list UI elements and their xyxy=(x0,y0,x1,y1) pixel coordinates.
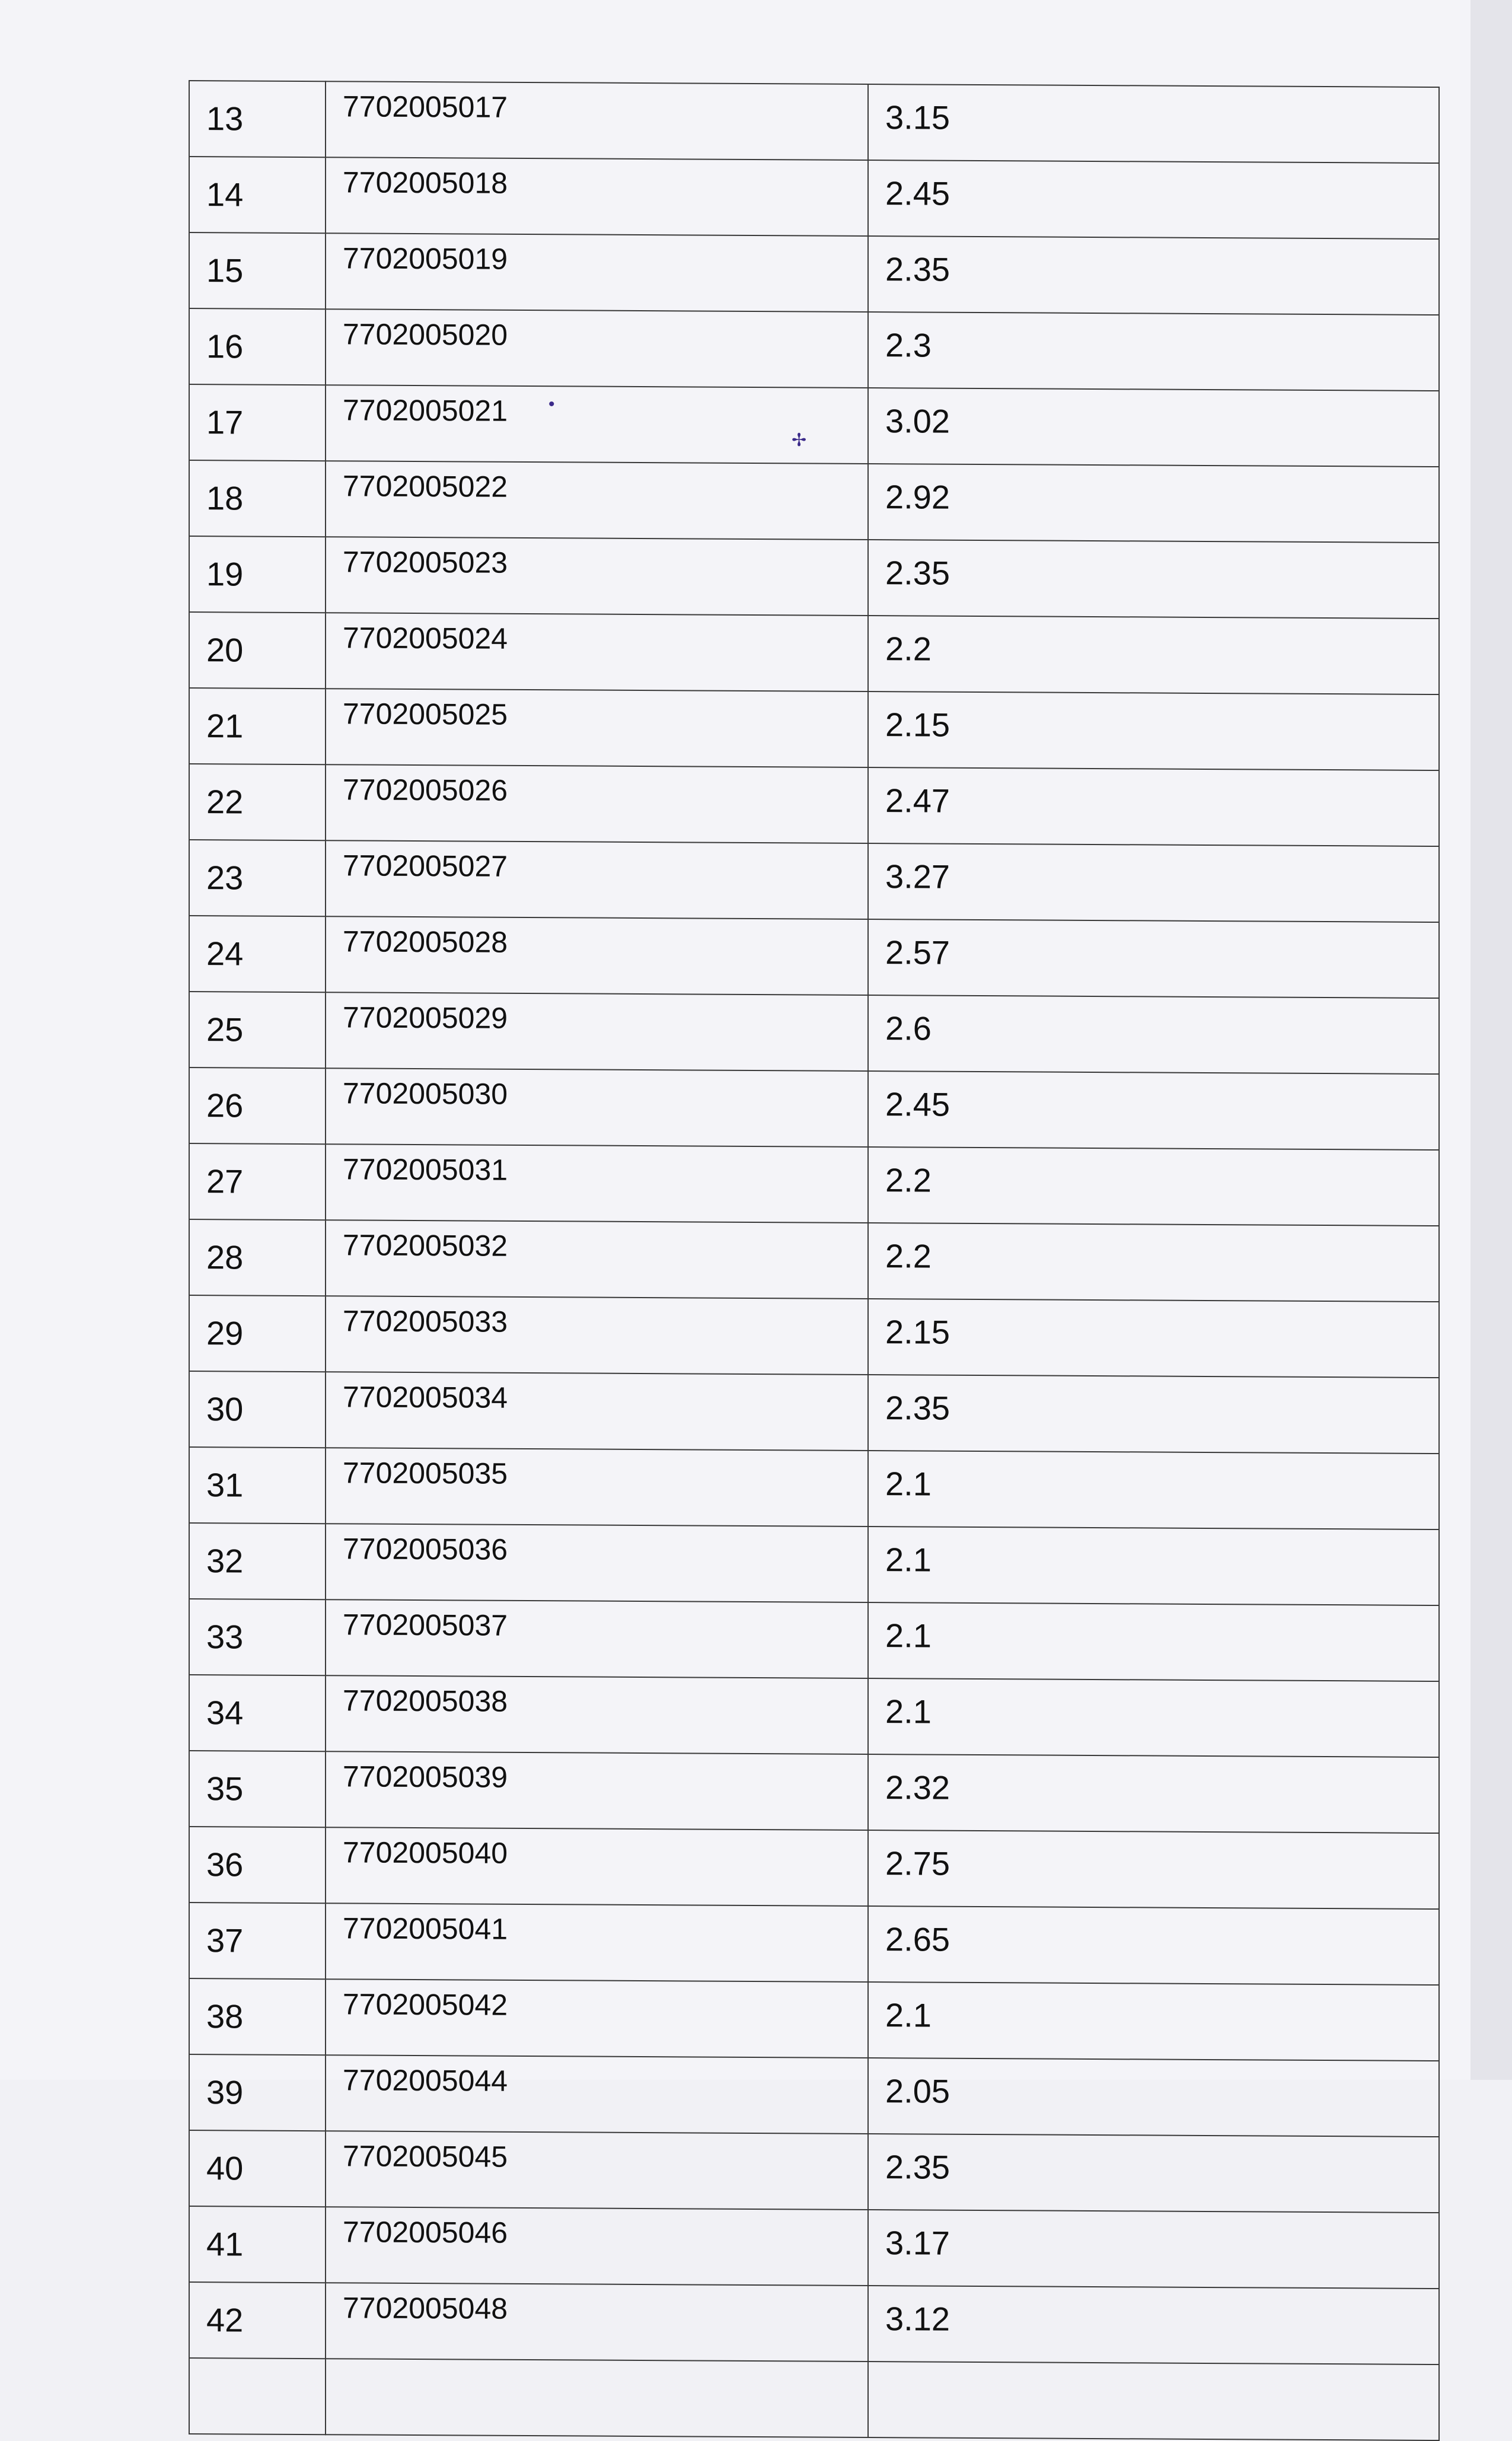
value-cell: 2.2 xyxy=(868,616,1439,694)
id-number-cell: 7702005048 xyxy=(326,2283,868,2362)
value-cell: 2.2 xyxy=(868,1147,1439,1226)
serial-number-cell: 19 xyxy=(189,536,326,613)
value-cell: 2.32 xyxy=(868,1754,1439,1833)
table-row xyxy=(189,1219,1439,1302)
value-cell: 2.6 xyxy=(868,995,1439,1074)
value-cell: 2.35 xyxy=(868,2134,1439,2213)
serial-number-cell: 23 xyxy=(189,840,326,916)
value-cell: 3.15 xyxy=(868,84,1439,163)
serial-number-cell: 13 xyxy=(189,81,326,157)
table-body xyxy=(189,81,1439,2440)
serial-number-cell xyxy=(189,2358,326,2434)
serial-number-cell: 37 xyxy=(189,1903,326,1979)
id-number-cell: 7702005037 xyxy=(326,1599,868,1678)
table-row xyxy=(189,1827,1439,1909)
serial-number-cell: 26 xyxy=(189,1067,326,1144)
id-number-cell: 7702005038 xyxy=(326,1675,868,1754)
id-number-cell: 7702005032 xyxy=(326,1220,868,1299)
value-cell: 3.02 xyxy=(868,388,1439,467)
table-row xyxy=(189,764,1439,846)
table-row xyxy=(189,536,1439,619)
value-cell: 2.15 xyxy=(868,691,1439,770)
value-cell: 3.27 xyxy=(868,843,1439,922)
serial-number-cell: 20 xyxy=(189,612,326,689)
value-cell: 2.2 xyxy=(868,1223,1439,1302)
pen-mark: ✢ xyxy=(792,431,807,450)
serial-number-cell: 40 xyxy=(189,2130,326,2207)
table-row xyxy=(189,1903,1439,1985)
table-row xyxy=(189,1978,1439,2061)
value-cell: 2.65 xyxy=(868,1906,1439,1985)
serial-number-cell: 38 xyxy=(189,1978,326,2055)
id-number-cell xyxy=(326,2359,868,2437)
serial-number-cell: 35 xyxy=(189,1751,326,1827)
serial-number-cell: 24 xyxy=(189,916,326,992)
serial-number-cell: 18 xyxy=(189,460,326,537)
table-row xyxy=(189,688,1439,770)
serial-number-cell: 42 xyxy=(189,2282,326,2359)
value-cell: 2.75 xyxy=(868,1830,1439,1909)
serial-number-cell: 25 xyxy=(189,992,326,1068)
table-row xyxy=(189,992,1439,1074)
table-row xyxy=(189,2206,1439,2289)
table-row xyxy=(189,1523,1439,1605)
id-number-cell: 7702005031 xyxy=(326,1144,868,1223)
value-cell: 3.12 xyxy=(868,2286,1439,2364)
id-number-cell: 7702005019 xyxy=(326,233,868,312)
id-number-cell: 7702005044 xyxy=(326,2055,868,2134)
table-row xyxy=(189,1143,1439,1226)
serial-number-cell: 41 xyxy=(189,2206,326,2283)
id-number-cell: 7702005018 xyxy=(326,157,868,236)
value-cell: 2.05 xyxy=(868,2058,1439,2137)
table-row xyxy=(189,2130,1439,2213)
table-row xyxy=(189,1751,1439,1833)
id-number-cell: 7702005040 xyxy=(326,1827,868,1906)
id-number-cell: 7702005017 xyxy=(326,81,868,160)
serial-number-cell: 17 xyxy=(189,384,326,461)
serial-number-cell: 15 xyxy=(189,232,326,309)
id-number-cell: 7702005036 xyxy=(326,1524,868,1602)
serial-number-cell: 30 xyxy=(189,1371,326,1448)
serial-number-cell: 16 xyxy=(189,308,326,385)
table-row xyxy=(189,81,1439,163)
value-cell: 2.3 xyxy=(868,312,1439,391)
value-cell: 2.92 xyxy=(868,464,1439,543)
data-table xyxy=(189,80,1440,2441)
id-number-cell: 7702005020 xyxy=(326,309,868,388)
table-row xyxy=(189,2054,1439,2137)
serial-number-cell: 34 xyxy=(189,1675,326,1751)
value-cell: 2.35 xyxy=(868,236,1439,315)
value-cell: 2.35 xyxy=(868,1375,1439,1454)
table-row xyxy=(189,840,1439,922)
value-cell: 3.17 xyxy=(868,2210,1439,2289)
value-cell: 2.1 xyxy=(868,1982,1439,2061)
value-cell: 2.57 xyxy=(868,919,1439,998)
table-row xyxy=(189,1371,1439,1454)
table-row xyxy=(189,612,1439,694)
serial-number-cell: 36 xyxy=(189,1827,326,1903)
id-number-cell: 7702005039 xyxy=(326,1751,868,1830)
id-number-cell: 7702005030 xyxy=(326,1068,868,1147)
id-number-cell: 7702005045 xyxy=(326,2131,868,2210)
serial-number-cell: 32 xyxy=(189,1523,326,1599)
id-number-cell: 7702005034 xyxy=(326,1372,868,1451)
id-number-cell: 7702005021 xyxy=(326,385,868,464)
serial-number-cell: 39 xyxy=(189,2054,326,2131)
serial-number-cell: 22 xyxy=(189,764,326,840)
id-number-cell: 7702005046 xyxy=(326,2207,868,2286)
id-number-cell: 7702005042 xyxy=(326,1979,868,2058)
id-number-cell: 7702005026 xyxy=(326,764,868,843)
id-number-cell: 7702005041 xyxy=(326,1903,868,1982)
serial-number-cell: 33 xyxy=(189,1599,326,1675)
serial-number-cell: 29 xyxy=(189,1295,326,1372)
value-cell: 2.1 xyxy=(868,1602,1439,1681)
value-cell: 2.15 xyxy=(868,1299,1439,1378)
id-number-cell: 7702005028 xyxy=(326,916,868,995)
id-number-cell: 7702005035 xyxy=(326,1448,868,1527)
id-number-cell: 7702005033 xyxy=(326,1296,868,1375)
value-cell: 2.45 xyxy=(868,1071,1439,1150)
page-edge-shadow xyxy=(1470,0,1512,2080)
serial-number-cell: 14 xyxy=(189,157,326,233)
table-row xyxy=(189,308,1439,391)
pen-mark: • xyxy=(548,394,555,414)
table-row xyxy=(189,157,1439,239)
table-row xyxy=(189,232,1439,315)
value-cell: 2.45 xyxy=(868,160,1439,239)
id-number-cell: 7702005024 xyxy=(326,613,868,691)
value-cell: 2.35 xyxy=(868,540,1439,619)
table-row xyxy=(189,460,1439,543)
value-cell: 2.1 xyxy=(868,1527,1439,1605)
serial-number-cell: 31 xyxy=(189,1447,326,1524)
id-number-cell: 7702005023 xyxy=(326,537,868,616)
table-row xyxy=(189,384,1439,467)
id-number-cell: 7702005022 xyxy=(326,461,868,540)
id-number-cell: 7702005029 xyxy=(326,992,868,1071)
id-number-cell: 7702005025 xyxy=(326,689,868,767)
value-cell: 2.47 xyxy=(868,767,1439,846)
value-cell xyxy=(868,2362,1439,2440)
table-row xyxy=(189,1447,1439,1529)
table-row xyxy=(189,1675,1439,1757)
serial-number-cell: 21 xyxy=(189,688,326,764)
serial-number-cell: 27 xyxy=(189,1143,326,1220)
value-cell: 2.1 xyxy=(868,1678,1439,1757)
table-row xyxy=(189,2282,1439,2364)
table-row xyxy=(189,1599,1439,1681)
id-number-cell: 7702005027 xyxy=(326,840,868,919)
serial-number-cell: 28 xyxy=(189,1219,326,1296)
table-row xyxy=(189,2358,1439,2440)
table-row xyxy=(189,1067,1439,1150)
table-row xyxy=(189,916,1439,998)
table-row xyxy=(189,1295,1439,1378)
value-cell: 2.1 xyxy=(868,1451,1439,1529)
